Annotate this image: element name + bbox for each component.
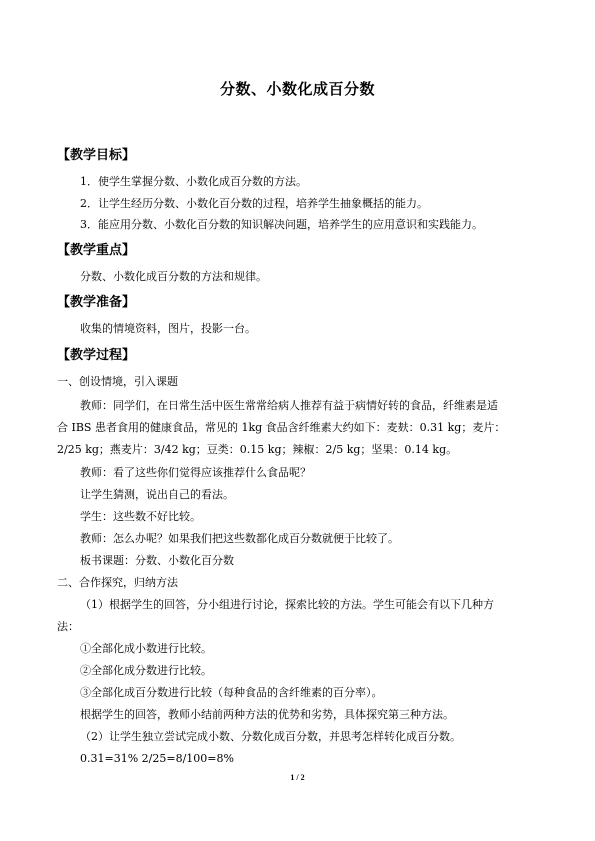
process-line: 合 IBS 患者食用的健康食品，常见的 1kg 食品含纤维素大约如下：麦麸：0.31 kg；麦片：	[57, 421, 506, 434]
section-heading-process: 【教学过程】	[57, 348, 136, 363]
process-line: 0.31=31% 2/25=8/100=8%	[80, 752, 234, 765]
page-number: 1 / 2	[290, 773, 305, 782]
process-line: 教师：同学们，在日常生活中医生常常给病人推荐有益于病情好转的食品，纤维素是适	[80, 399, 498, 412]
process-line: 二、合作探究，归纳方法	[57, 576, 178, 589]
process-line: （2）让学生独立尝试完成小数、分数化成百分数，并思考怎样转化成百分数。	[80, 730, 461, 743]
process-line: 2/25 kg；燕麦片：3/42 kg；豆类：0.15 kg；辣椒：2/5 kg；坚果：0.14 kg。	[57, 443, 458, 456]
process-line: 教师：怎么办呢？如果我们把这些数都化成百分数就便于比较了。	[80, 532, 399, 545]
process-line: ②全部化成分数进行比较。	[80, 664, 212, 677]
section-heading-preparation: 【教学准备】	[57, 295, 136, 310]
process-line: 学生：这些数不好比较。	[80, 510, 201, 523]
goal-item: 2．让学生经历分数、小数化百分数的过程，培养学生抽象概括的能力。	[80, 197, 428, 210]
process-line: 教师：看了这些你们觉得应该推荐什么食品呢？	[80, 466, 311, 479]
process-line: 法：	[57, 620, 79, 633]
process-line: ③全部化成百分数进行比较（每种食品的含纤维素的百分率）。	[80, 686, 383, 699]
process-line: （1）根据学生的回答，分小组进行讨论，探索比较的方法。学生可能会有以下几种方	[80, 598, 494, 611]
section-heading-goals: 【教学目标】	[57, 148, 136, 163]
key-points-text: 分数、小数化成百分数的方法和规律。	[80, 270, 267, 283]
goal-item: 3．能应用分数、小数化百分数的知识解决问题，培养学生的应用意识和实践能力。	[80, 218, 483, 231]
page-title: 分数、小数化成百分数	[219, 80, 375, 98]
process-line: 让学生猜测，说出自己的看法。	[80, 488, 234, 501]
preparation-text: 收集的情境资料，图片，投影一台。	[80, 322, 256, 335]
goal-item: 1．使学生掌握分数、小数化成百分数的方法。	[80, 175, 307, 188]
process-line: 板书课题：分数、小数化百分数	[80, 554, 234, 567]
process-line: 一、创设情境，引入课题	[57, 375, 178, 388]
process-line: 根据学生的回答，教师小结前两种方法的优势和劣势，具体探究第三种方法。	[80, 708, 454, 721]
section-heading-key-points: 【教学重点】	[57, 243, 136, 258]
process-line: ①全部化成小数进行比较。	[80, 642, 212, 655]
